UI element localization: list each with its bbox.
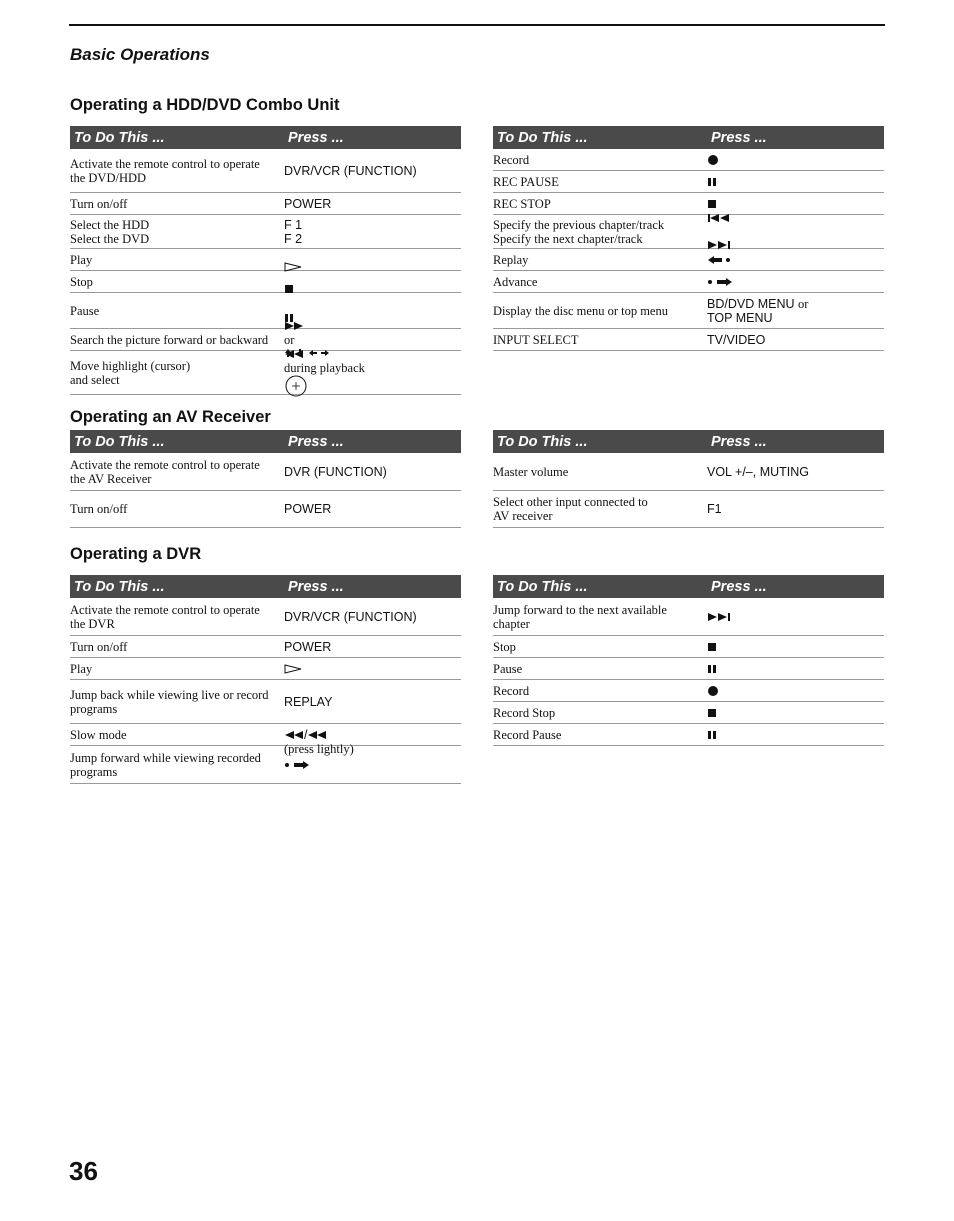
pause-icon [707,177,717,187]
row-action: Select other input connected to AV receiver [493,495,648,523]
table-row [493,249,884,271]
row-action: Jump forward to the next available chapter [493,602,667,631]
row-press: DVR/VCR (FUNCTION) [284,609,417,624]
arrows-icon [284,348,330,358]
play-outline-icon [284,664,302,674]
row-press: F 1 F 2 [284,217,303,246]
row-action: Display the disc menu or top menu [493,303,668,318]
row-press: DVR (FUNCTION) [284,464,387,479]
row-action: Replay [493,252,529,267]
table-row [493,598,884,636]
table-header [493,126,884,149]
row-action: Turn on/off [70,502,128,516]
table-dvr-right [493,575,884,746]
row-press: BD/DVD MENU [707,296,795,311]
row-action: Jump back while viewing live or record programs [70,687,269,716]
row-press: TV/VIDEO [707,332,766,347]
page-number: 36 [69,1156,98,1186]
row-action: Slow mode [70,727,127,742]
top-rule [69,24,885,26]
table-row [493,680,884,702]
row-press: F1 [707,502,722,516]
row-press: POWER [284,639,332,654]
table-row [493,271,884,293]
rewind-icon [284,730,304,740]
table-row [70,351,461,395]
table-hdd-dvd-right [493,126,884,351]
table-header [493,575,884,598]
heading-dvr: Operating a DVR [70,545,202,563]
table-row [493,215,884,249]
header-todo: To Do This ... [74,433,165,450]
or-text: or [798,296,809,311]
skip-next-icon [707,240,731,250]
stop-icon [284,284,294,294]
record-icon [707,154,719,166]
row-action: Master volume [493,464,569,479]
table-row [70,658,461,680]
row-action: REC PAUSE [493,174,559,189]
row-action: Record Pause [493,727,562,742]
row-action: Turn on/off [70,639,128,654]
row-action: Search the picture forward or backward [70,332,269,347]
row-action: Play [70,661,93,676]
row-action: REC STOP [493,196,551,211]
table-row [493,329,884,351]
heading-av-receiver: Operating an AV Receiver [70,408,271,426]
advance-icon [707,277,733,287]
row-action: Select the HDD Select the DVD [70,217,150,246]
table-row [493,171,884,193]
stop-icon [707,708,717,718]
record-icon [707,685,719,697]
row-action: Record Stop [493,705,556,720]
skip-previous-icon [707,213,731,223]
row-press-2: TOP MENU [707,310,773,325]
rewind-icon [307,730,327,740]
table-header [70,575,461,598]
select-circle-icon [284,374,308,398]
suffix-text: during playback [284,360,365,375]
row-action: Move highlight (cursor) and select [70,358,191,387]
pause-icon [707,730,717,740]
skip-next-icon [707,612,731,622]
table-row [70,636,461,658]
table-row [493,453,884,491]
table-av-right [493,430,884,528]
table-row [493,658,884,680]
header-press: Press ... [711,129,767,146]
table-header [70,126,461,149]
row-action: Activate the remote control to operate the DVR [70,602,260,631]
row-action: Turn on/off [70,196,128,211]
table-row [493,702,884,724]
header-press: Press ... [711,578,767,595]
table-av-left [70,430,461,528]
header-todo: To Do This ... [497,578,588,595]
table-row [70,598,461,636]
table-header [70,430,461,453]
row-action: Specify the previous chapter/track Specify the next chapter/track [493,217,665,246]
row-press: POWER [284,196,332,211]
section-title: Basic Operations [70,45,210,64]
table-row [70,149,461,193]
table-row [493,636,884,658]
table-row [493,491,884,528]
row-action: Activate the remote control to operate the DVD/HDD [70,156,260,185]
row-action: Record [493,683,530,698]
header-todo: To Do This ... [74,578,165,595]
suffix-text: (press lightly) [284,741,354,756]
table-row [70,724,461,756]
advance-icon [284,760,310,770]
row-action: Stop [70,274,93,289]
stop-icon [707,642,717,652]
heading-hdd-dvd: Operating a HDD/DVD Combo Unit [70,96,340,114]
table-row [493,293,884,329]
table-row [70,271,461,293]
row-action: Stop [493,639,516,654]
row-action: Advance [493,274,538,289]
header-press: Press ... [711,433,767,450]
table-row [70,193,461,215]
header-todo: To Do This ... [497,129,588,146]
row-press: DVR/VCR (FUNCTION) [284,163,417,178]
pause-icon [707,664,717,674]
table-dvr-left [70,575,461,784]
row-action: INPUT SELECT [493,332,579,347]
header-todo: To Do This ... [74,129,165,146]
row-action: Pause [493,661,523,676]
header-press: Press ... [288,129,344,146]
row-action: Pause [70,303,100,318]
replay-icon [707,255,733,265]
table-row [70,215,461,249]
header-press: Press ... [288,578,344,595]
header-todo: To Do This ... [497,433,588,450]
table-header [493,430,884,453]
slash-text: / [304,727,308,742]
fast-forward-icon [284,321,304,331]
row-action: Jump forward while viewing recorded programs [70,750,261,779]
row-press: REPLAY [284,694,333,709]
header-press: Press ... [288,433,344,450]
row-action: Record [493,152,530,167]
table-row [70,491,461,528]
table-row [493,724,884,746]
row-action: Play [70,252,93,267]
row-press: VOL +/–, MUTING [707,464,809,479]
or-text: or [284,332,295,347]
table-hdd-dvd-left [70,126,461,395]
row-action: Activate the remote control to operate the AV Receiver [70,457,260,486]
row-press: POWER [284,502,332,516]
table-row [493,149,884,171]
table-row [70,453,461,491]
